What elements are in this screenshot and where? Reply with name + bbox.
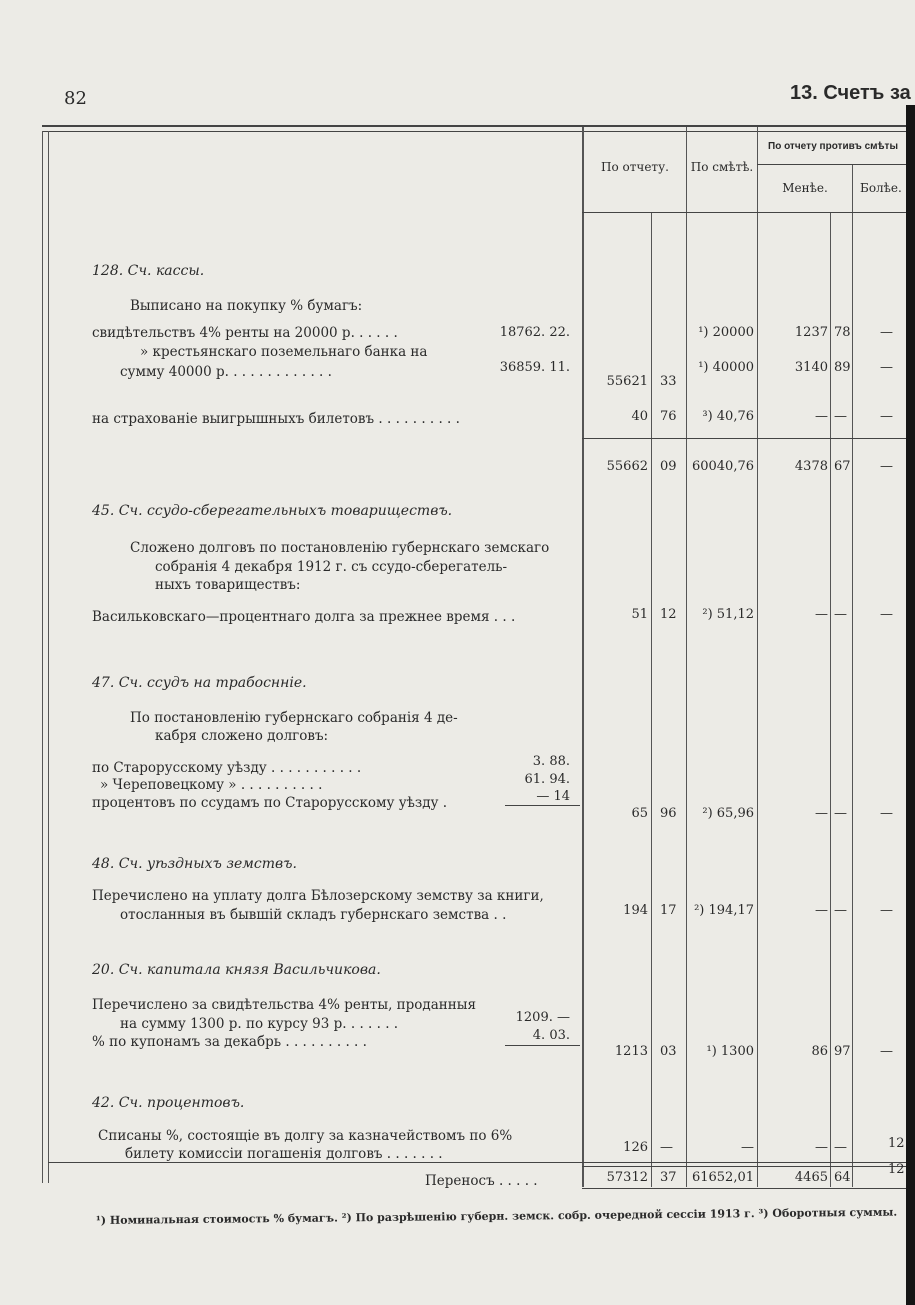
inner-amount: 1209. —: [515, 1010, 570, 1025]
subtotal-rule: [582, 438, 907, 439]
frame-left: [42, 131, 43, 1183]
header-bottom-rule: [582, 212, 907, 213]
header-report: По отчету.: [601, 160, 669, 174]
carry-report-rub: 57312: [606, 1170, 648, 1185]
more-cell: —: [880, 325, 893, 340]
carry-more: 12: [888, 1162, 905, 1177]
report-rub-cell: 1213: [614, 1044, 648, 1059]
line-text: » Череповецкому » . . . . . . . . . .: [100, 777, 323, 793]
col-divider-less-kop: [830, 212, 831, 1187]
subtotal-less-rub: 4378: [794, 459, 828, 474]
less-kop-cell: —: [834, 806, 847, 821]
more-cell: 12: [888, 1136, 905, 1151]
report-kop-cell: 12: [660, 607, 677, 622]
subtotal-more: —: [880, 459, 893, 474]
subtotal-report-rub: 55662: [606, 459, 648, 474]
more-cell: —: [880, 360, 893, 375]
inner-sum-rule: [505, 1045, 580, 1046]
inner-amount: 61. 94.: [524, 772, 570, 787]
report-kop-cell: 96: [660, 806, 677, 821]
less-kop-cell: —: [834, 607, 847, 622]
more-cell: —: [880, 806, 893, 821]
estimate-cell: ¹) 1300: [706, 1044, 754, 1059]
less-rub-cell: —: [815, 607, 828, 622]
subtotal-less-kop: 67: [834, 459, 851, 474]
line-text: Сложено долговъ по постановленію губернскаго земскаго: [130, 540, 550, 556]
report-kop-cell: 76: [660, 409, 677, 424]
line-text: процентовъ по ссудамъ по Старорусскому уѣзду .: [92, 795, 448, 811]
less-kop-cell: 89: [834, 360, 851, 375]
carry-report-kop: 37: [660, 1170, 677, 1185]
top-rule-thin: [42, 131, 915, 132]
inner-sum-rule: [505, 805, 580, 806]
less-rub-cell: —: [815, 903, 828, 918]
estimate-cell: ¹) 20000: [698, 325, 754, 340]
more-cell: —: [880, 409, 893, 424]
estimate-cell: ²) 51,12: [702, 607, 754, 622]
report-kop-cell: 03: [660, 1044, 677, 1059]
line-text: билету комиссіи погашенія долговъ . . . . . . .: [125, 1146, 443, 1162]
line-text: отосланныя въ бывшій складъ губернскаго земства . .: [120, 907, 507, 923]
top-rule: [42, 125, 915, 127]
more-cell: —: [880, 1044, 893, 1059]
carry-less-rub: 4465: [794, 1170, 828, 1185]
line-text: на сумму 1300 р. по курсу 93 р. . . . . . .: [120, 1016, 399, 1032]
less-kop-cell: 78: [834, 325, 851, 340]
estimate-cell: ²) 65,96: [702, 806, 754, 821]
line-text: ныхъ товариществъ:: [155, 577, 301, 593]
line-text: на страхованіе выигрышныхъ билетовъ . . . . . . . . . .: [92, 411, 460, 427]
col-divider-main: [582, 127, 584, 1187]
inner-amount: 4. 03.: [532, 1028, 570, 1043]
carry-label: Переносъ . . . . .: [425, 1173, 538, 1189]
line-text: свидѣтельствъ 4% ренты на 20000 р. . . . . .: [92, 325, 398, 341]
report-rub-cell: 55621: [606, 374, 648, 389]
header-vs: По отчету противъ смѣты: [768, 141, 898, 152]
running-head: 13. Счетъ за: [790, 82, 911, 104]
less-rub-cell: 3140: [794, 360, 828, 375]
more-cell: —: [880, 903, 893, 918]
line-text: Васильковскаго—процентнаго долга за прежнее время . . .: [92, 609, 516, 625]
col-divider-report: [686, 127, 687, 1187]
less-rub-cell: 86: [811, 1044, 828, 1059]
estimate-cell: ³) 40,76: [702, 409, 754, 424]
section-title: 42. Сч. процентовъ.: [92, 1095, 245, 1111]
report-kop-cell: —: [660, 1140, 673, 1155]
col-divider-less: [852, 165, 853, 1187]
less-kop-cell: —: [834, 409, 847, 424]
bottom-rule: [48, 1162, 908, 1163]
more-cell: —: [880, 607, 893, 622]
report-rub-cell: 65: [631, 806, 648, 821]
inner-amount: 36859. 11.: [499, 360, 570, 375]
less-rub-cell: —: [815, 1140, 828, 1155]
inner-amount: — 14: [536, 789, 570, 804]
section-title: 47. Сч. ссудъ на трабоснніе.: [92, 675, 307, 691]
line-text: По постановленію губернскаго собранія 4 де-: [130, 710, 458, 726]
carry-rule: [582, 1166, 907, 1167]
less-rub-cell: —: [815, 409, 828, 424]
less-rub-cell: 1237: [794, 325, 828, 340]
line-text: по Старорусскому уѣзду . . . . . . . . . . .: [92, 760, 362, 776]
less-kop-cell: 97: [834, 1044, 851, 1059]
page-number: 82: [64, 88, 87, 109]
report-rub-cell: 40: [631, 409, 648, 424]
inner-amount: 3. 88.: [532, 754, 570, 769]
footnote: ¹) Номинальная стоимость % бумагъ. ²) По разрѣшенію губерн. земск. собр. очередной сессіи 1913 г. ³) Оборотныя суммы.: [95, 1205, 898, 1227]
less-rub-cell: —: [815, 806, 828, 821]
line-text: сумму 40000 р. . . . . . . . . . . . .: [120, 364, 332, 380]
estimate-cell: ²) 194,17: [694, 903, 754, 918]
col-divider-estimate: [757, 127, 758, 1187]
page-edge-shadow: [906, 105, 915, 1305]
carry-less-kop: 64: [834, 1170, 851, 1185]
subtotal-report-kop: 09: [660, 459, 677, 474]
report-kop-cell: 17: [660, 903, 677, 918]
line-text: Выписано на покупку % бумагъ:: [130, 298, 363, 314]
header-less: Менѣе.: [782, 181, 828, 195]
report-rub-cell: 51: [631, 607, 648, 622]
line-text: Перечислено за свидѣтельства 4% ренты, проданныя: [92, 997, 477, 1013]
line-text: % по купонамъ за декабрь . . . . . . . . . .: [92, 1034, 367, 1050]
report-rub-cell: 126: [623, 1140, 648, 1155]
subtotal-estimate: 60040,76: [691, 459, 754, 474]
less-kop-cell: —: [834, 903, 847, 918]
inner-amount: 18762. 22.: [499, 325, 570, 340]
line-text: » крестьянскаго поземельнаго банка на: [140, 344, 428, 360]
line-text: собранія 4 декабря 1912 г. съ ссудо-сберегатель-: [155, 559, 508, 575]
less-kop-cell: —: [834, 1140, 847, 1155]
report-rub-cell: 194: [623, 903, 648, 918]
line-text: кабря сложено долговъ:: [155, 728, 329, 744]
header-subrule: [757, 164, 907, 165]
header-more: Болѣе.: [860, 181, 902, 195]
estimate-cell: ¹) 40000: [698, 360, 754, 375]
header-estimate: По смѣтѣ.: [690, 160, 754, 174]
line-text: Перечислено на уплату долга Бѣлозерскому земству за книги,: [92, 888, 544, 904]
col-divider-report-kop: [651, 212, 652, 1187]
carry-estimate: 61652,01: [691, 1170, 754, 1185]
estimate-cell: —: [741, 1140, 754, 1155]
section-title: 48. Сч. уѣздныхъ земствъ.: [92, 856, 297, 872]
line-text: Списаны %, состоящіе въ долгу за казначействомъ по 6%: [98, 1128, 513, 1144]
report-kop-cell: 33: [660, 374, 677, 389]
frame-left-inner: [48, 131, 49, 1183]
carry-bottom-rule: [582, 1188, 907, 1189]
section-title: 45. Сч. ссудо-сберегательныхъ товариществъ.: [92, 503, 453, 519]
section-title: 20. Сч. капитала князя Васильчикова.: [92, 962, 381, 978]
section-title: 128. Сч. кассы.: [92, 263, 205, 279]
